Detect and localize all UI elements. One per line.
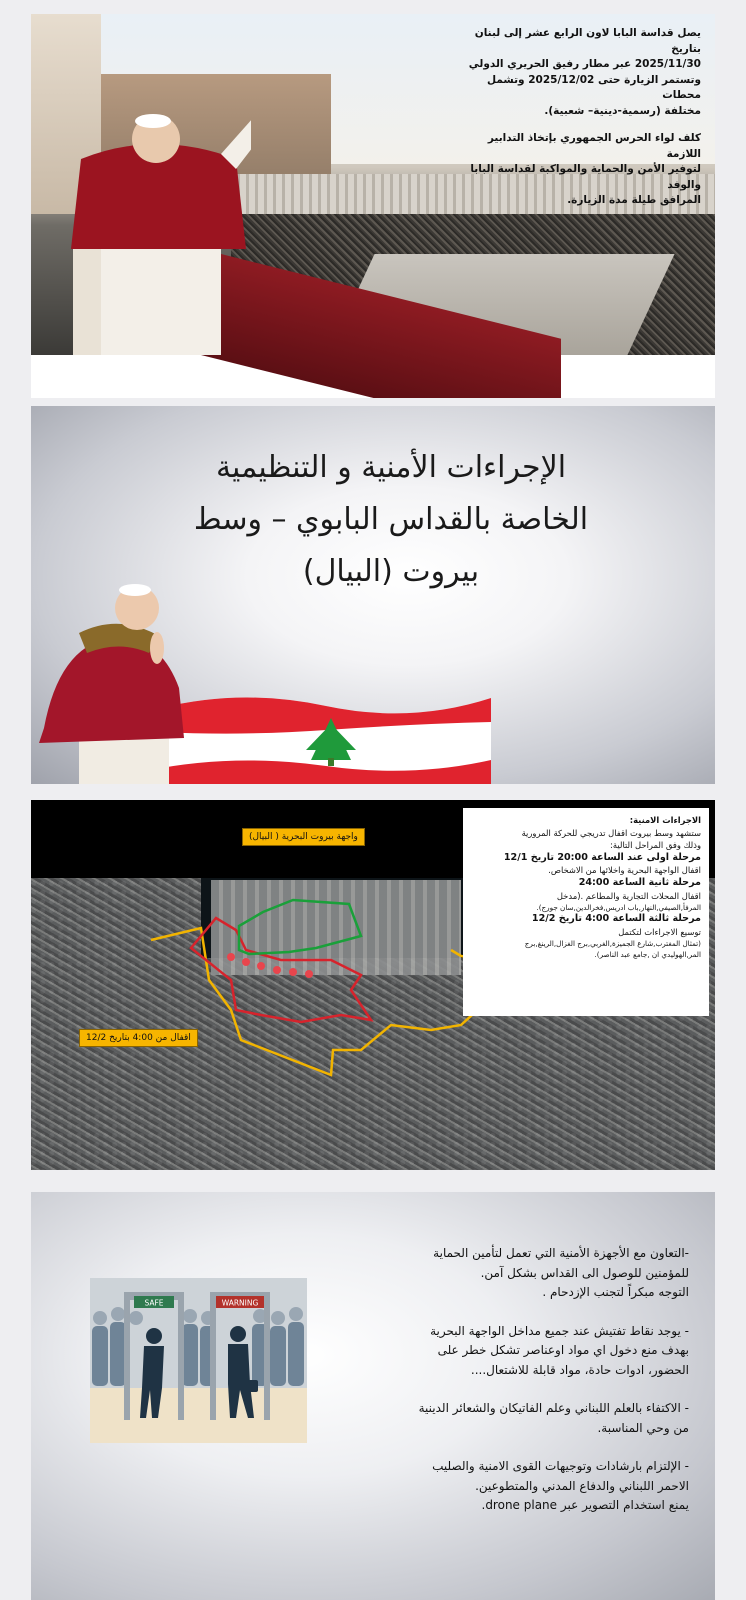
instruction-cooperation: -التعاون مع الأجهزة الأمنية التي تعمل لتأمين الحماية للمؤمنين للوصول الى القداس بشكل آمن. التوجه مبكراً لتجنب الإزدحام . <box>433 1246 689 1299</box>
tag-seafront: واجهة بيروت البحرية ( البيال) <box>242 828 365 846</box>
arrival-paragraph-1: يصل قداسة البابا لاون الرابع عشر إلى لبنان بتاريخ 2025/11/30 عبر مطار رفيق الحريري الدولي وتستمر الزيارة حتى 2025/12/02 وتشمل محطات مختلفة (رسمية-دينية– شعبية). <box>468 27 701 117</box>
tag-closure: اقفال من 4:00 بتاريخ 12/2 <box>79 1029 198 1047</box>
legend-phase-1-title: مرحلة اولى عند الساعة 20:00 تاريخ 12/1 <box>503 851 701 863</box>
sign-warning: WARNING <box>221 1298 259 1308</box>
zone-phase-3-yellow <box>151 928 487 1075</box>
legend-phase-3-title: مرحلة ثالثة الساعة 4:00 تاريخ 12/2 <box>531 913 701 925</box>
legend-phase-2-desc: اقفال المحلات التجارية والمطاعم .(مدخل <box>556 890 701 901</box>
security-measures-box <box>463 808 709 1016</box>
legend-phase-3-note-1: (تمثال المغترب,شارع الجميزة,الغربي,برج الغزال,الرينغ,برج <box>524 939 701 949</box>
slide-instructions <box>31 1192 715 1600</box>
pope-praying-figure <box>39 578 199 784</box>
slide-pope-arrival <box>31 14 715 398</box>
instructions-text <box>349 1244 689 1535</box>
instruction-checkpoints: - يوجد نقاط تفتيش عند جميع مداخل الواجهة البحرية بهدف منع دخول اي مواد اوعناصر تشكل خطر على الحضور، ادوات حادة، مواد قابلة للاشتعال.... <box>430 1323 689 1377</box>
security-gate-illustration <box>90 1278 307 1443</box>
slide-map <box>31 800 715 1170</box>
pope-figure <box>61 99 251 355</box>
arrival-text <box>451 26 701 221</box>
lebanon-flag <box>161 688 491 784</box>
legend-phase-2-title: مرحلة ثانية الساعة 24:00 <box>578 876 701 888</box>
legend-phase-3-note-2: المر,الهوليدي ان ,جامع عبد الناصر). <box>594 950 701 960</box>
arrival-paragraph-2: كلف لواء الحرس الجمهوري بإتخاذ التدابير اللازمة لتوفير الأمن والحماية والمواكبة لقداسة البابا والوفد المرافق طيلة مدة الزيارة. <box>470 132 701 206</box>
legend-phase-1-desc: اقفال الواجهة البحرية واخلائها من الاشخاص. <box>548 865 701 876</box>
legend-intro-1: ستشهد وسط بيروت اقفال تدريجي للحركة المرورية <box>521 827 701 838</box>
slide-title-text: الإجراءات الأمنية و التنظيمية الخاصة بالقداس البابوي – وسط بيروت (البيال) <box>193 450 589 589</box>
zone-phase-1-green <box>239 900 361 954</box>
legend-intro-2: وذلك وفق المراحل التالية: <box>610 840 701 851</box>
sign-safe: SAFE <box>144 1298 164 1308</box>
legend-heading: الاجراءات الامنية: <box>629 815 701 825</box>
legend-phase-2-note: المرفأ,الصيفي,النهار,باب ادريس,فخرالدين,سان جورج). <box>536 903 701 913</box>
instruction-guidance: - الإلتزام بارشادات وتوجيهات القوى الامنية والصليب الاحمر اللبناني والدفاع المدني والمتطوعين. يمنع استخدام التصوير عبر drone plane. <box>432 1459 689 1512</box>
slide-title <box>31 406 715 784</box>
instruction-flags: - الاكتفاء بالعلم اللبناني وعلم الفاتيكان والشعائر الدينية من وحي المناسبة. <box>418 1401 689 1435</box>
legend-phase-3-desc: توسيع الاجراءات لتكتمل <box>618 926 701 937</box>
